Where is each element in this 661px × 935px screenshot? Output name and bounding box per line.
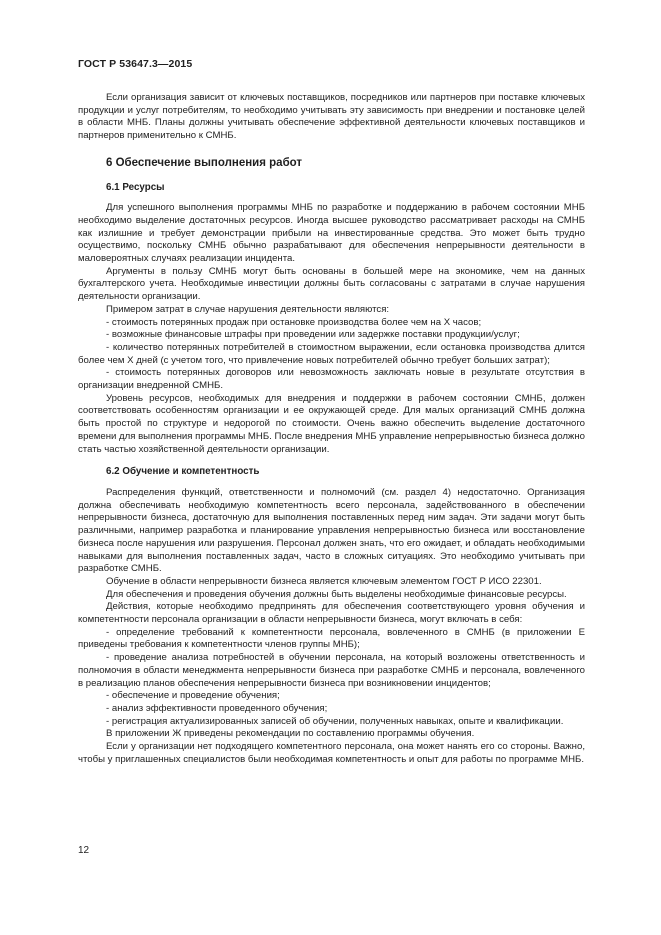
paragraph: Обучение в области непрерывности бизнеса является ключевым элементом ГОСТ Р ИСО 22301. xyxy=(106,575,542,587)
paragraph: Уровень ресурсов, необходимых для внедрения и поддержки в рабочем состоянии СМНБ, должен соответствовать особенностям организации и ее окружающей среде. Для малых организаций СМНБ должна быть простой по структуре и недорогой по стоимости. Очень важно обеспечить выделение достаточного времени для выполнения программы МНБ. После внедрения МНБ управление непрерывностью бизнеса должно стать частью хозяйственной деятельности организации. xyxy=(78,392,585,455)
list-item: - количество потерянных потребителей в стоимостном выражении, если остановка производства длится более чем X дней (с учетом того, что привлечение новых потребителей обычно требует больших затрат); xyxy=(78,341,585,366)
paragraph: Действия, которые необходимо предпринять для обеспечения соответствующего уровня обучения и компетентности персонала организации в области непрерывности бизнеса, могут включать в себя: xyxy=(78,601,585,626)
paragraph: Для успешного выполнения программы МНБ по разработке и поддержанию в рабочем состоянии МНБ необходимо выделение достаточных ресурсов. Иногда высшее руководство рассматривает расходы на СМНБ как излишние и требует демонстрации прибыли на инвестированные средства. Это может быть трудно осуществимо, поскольку СМНБ обычно разрабатывают для обеспечения непрерывности деятельности в маловероятных случаях реализации инцидента. xyxy=(78,202,585,265)
section-6-heading: 6 Обеспечение выполнения работ xyxy=(106,156,303,169)
paragraph: Если у организации нет подходящего компетентного персонала, она может нанять его со стороны. Важно, чтобы у приглашенных специалистов были необходимая компетентность и опыт для работы по программе МНБ. xyxy=(78,741,585,765)
intro-paragraph: Если организация зависит от ключевых поставщиков, посредников или партнеров при поставке ключевых продукции и услуг потребителям, то необходимо учитывать эту зависимость при внедрении и постановке целей в области МНБ. Планы должны учитывать обеспечение эффективной деятельности ключевых поставщиков и партнеров применительно к СМНБ. xyxy=(78,92,585,142)
list-item: - обеспечение и проведение обучения; xyxy=(106,690,280,702)
page-number: 12 xyxy=(78,845,90,856)
section-6-2-heading: 6.2 Обучение и компетентность xyxy=(106,466,260,478)
paragraph: Для обеспечения и проведения обучения должны быть выделены необходимые финансовые ресурсы. xyxy=(106,588,567,600)
standard-code: ГОСТ Р 53647.3—2015 xyxy=(78,58,193,70)
list-item: - определение требований к компетентности персонала, вовлеченного в СМНБ (в приложении Е приведены требования к компетентности членов группы МНБ); xyxy=(78,626,585,651)
paragraph: Примером затрат в случае нарушения деятельности являются: xyxy=(106,303,390,315)
paragraph: Распределения функций, ответственности и полномочий (см. раздел 4) недостаточно. Организация должна обеспечивать необходимую компетентность всего персонала, задействованного в обеспечении непрерывности бизнеса, достаточную для выполнения поставленных перед ним задач. Эти задачи могут быть различными, например разработка и планирование управления непрерывностью бизнеса или восстановление бизнеса после нарушения или разрушения. Персонал должен знать, что его ожидает, и обладать необходимыми навыками для выполнения поставленных задач, часто в сложных ситуациях. Это необходимо учитывать при разработке СМНБ. xyxy=(78,486,585,575)
page-content xyxy=(78,92,585,766)
list-item: - стоимость потерянных продаж при остановке производства более чем на X часов; xyxy=(106,316,482,328)
list-item: - регистрация актуализированных записей об обучении, полученных навыках, опыте и квалификации. xyxy=(106,715,564,727)
list-item: - проведение анализа потребностей в обучении персонала, на который возложены ответственность и полномочия в области менеджмента непрерывности бизнеса при разработке СМНБ и персонала, вовлеченного в реализацию планов обеспечения непрерывности бизнеса при возникновении инцидентов; xyxy=(78,652,585,689)
list-item: - анализ эффективности проведенного обучения; xyxy=(106,702,328,714)
list-item: - возможные финансовые штрафы при проведении или задержке поставки продукции/услуг; xyxy=(106,329,520,341)
paragraph: Аргументы в пользу СМНБ могут быть основаны в большей мере на экономике, чем на данных бухгалтерского учета. Необходимые инвестиции должны быть согласованы с затратами в случае нарушения деятельности организации. xyxy=(78,265,585,303)
section-6-1-heading: 6.1 Ресурсы xyxy=(106,181,165,193)
list-item: - стоимость потерянных договоров или невозможность заключать новые в результате отсутствия в организации внедренной СМНБ. xyxy=(78,367,585,392)
paragraph: В приложении Ж приведены рекомендации по составлению программы обучения. xyxy=(106,728,475,740)
